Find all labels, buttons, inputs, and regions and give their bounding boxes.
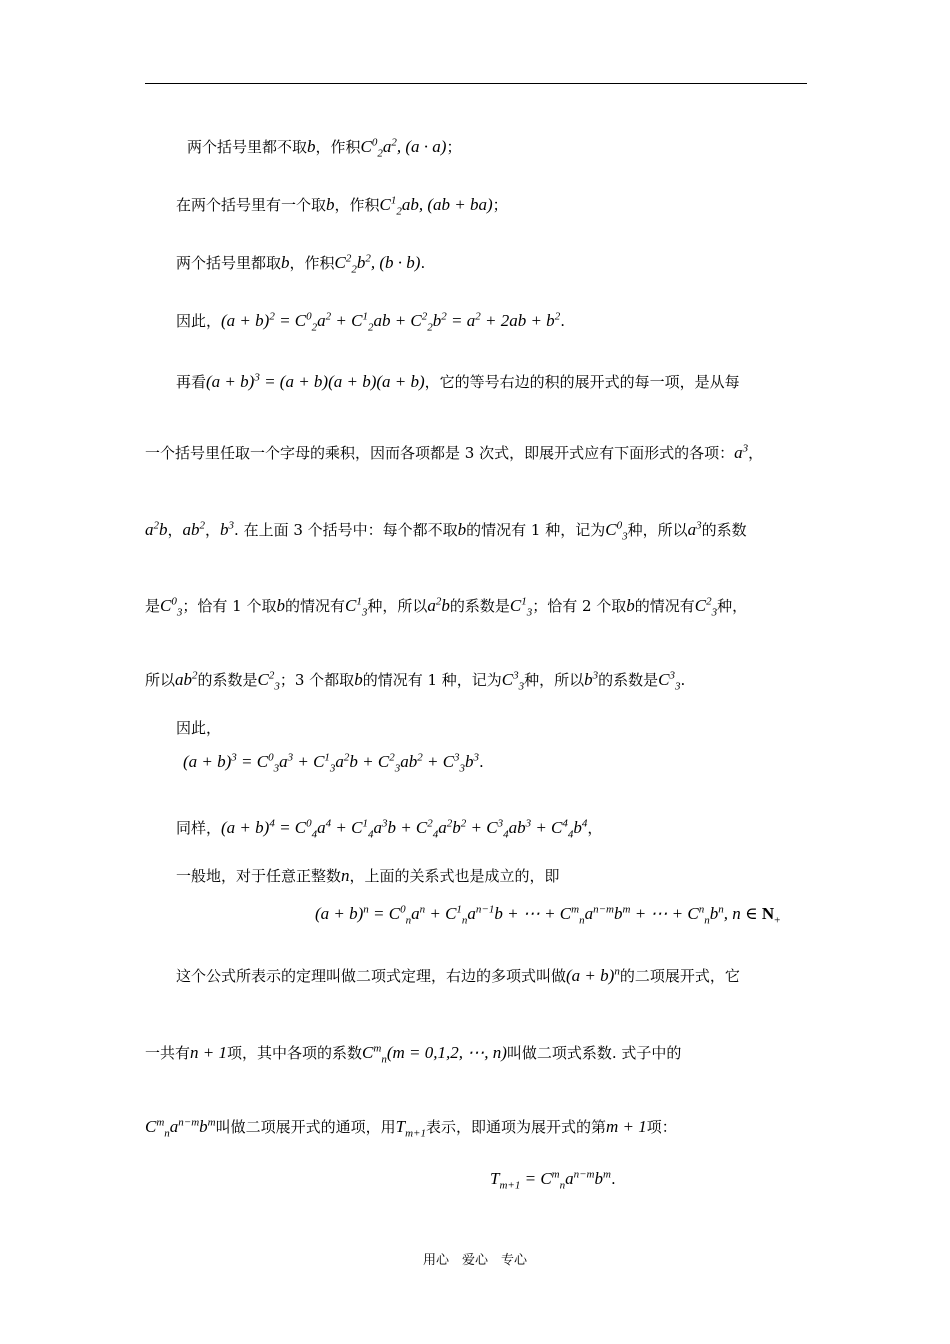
formula: n + 1 [190,1043,227,1062]
para-line-8: 是$C^0_3$；恰有 1 个取b的情况有$C^1_3$种，所以$a^2b$的系数是$C^1_3$；恰有 2 个取b的情况有$C^2_3$种， [145,595,748,619]
formula: $C^0_3$ [605,519,628,543]
formula: $C^0_3$ [160,595,183,619]
binomial-theorem-formula [315,903,781,927]
formula: b [354,670,363,689]
formula: $(a + b)^3 = C^0_3a^3 + C^1_3a^2b + C^2_3ab^2 + C^3_3b^3$ [183,751,480,775]
formula: $(a + b)^n$ [566,965,620,985]
formula: b [307,137,316,156]
para-line-15: $C^m_na^{n-m}b^m$叫做二项展开式的通项，用$T_{m+1}$表示，即通项为展开式的第m + 1项： [145,1116,677,1140]
para-line-7: $a^2b$，$ab^2$，$b^3$. 在上面 3 个括号中：每个都不取b的情况有 1 种，记为$C^0_3$种，所以$a^3$的系数 [145,519,747,543]
formula: $a^2b$ [145,519,168,539]
formula: $C^1_3$ [344,595,368,619]
formula: $C^2_3$ [694,595,718,619]
para-line-14: 一共有n + 1项，其中各项的系数$C^m_n(m = 0,1,2$, ⋯, n)叫做二项式系数. 式子中的 [145,1042,682,1066]
formula: $(a + b)^3 = (a + b)(a + b)(a + b)$ [206,371,425,391]
formula: $a^2b$ [427,595,450,615]
formula: $(a + b)^2 = C^0_2a^2 + C^1_2ab + C^2_2b^2 = a^2 + 2ab + b^2$ [221,310,561,334]
formula: $C^m_na^{n-m}b^m$ [145,1116,216,1140]
para-line-10: 因此， [176,719,222,737]
formula: b [326,195,335,214]
formula: m + 1 [606,1117,647,1136]
para-line-5: 再看$(a + b)^3 = (a + b)(a + b)(a + b)$，它的等号右边的积的展开式的每一项，是从每 [176,371,740,391]
formula: $C^2_3$ [257,669,280,693]
formula: $T_{m+1} = C^m_na^{n-m}b^m$ [490,1168,611,1192]
para-line-9: 所以$ab^2$的系数是$C^2_3$；3 个都取b的情况有 1 种，记为$C^3_3$种，所以$b^3$的系数是$C^3_3$. [145,669,686,693]
formula: $C^3_3$ [501,669,525,693]
formula: $(a + b)^4 = C^0_4a^4 + C^1_4a^3b + C^2_4a^2b^2 + C^3_4ab^3 + C^4_4b^4$ [221,817,588,841]
formula-line-cube: $(a + b)^3 = C^0_3a^3 + C^1_3a^2b + C^2_3ab^2 + C^3_3b^3$. [183,751,484,775]
para-line-1: 两个括号里都不取b，作积$C^0_2a^2$, (a · a)； [187,136,462,160]
formula: $C^m_n(m = 0,1,2$, ⋯, n) [362,1042,507,1066]
para-line-11: 同样，$(a + b)^4 = C^0_4a^4 + C^1_4a^3b + C^2_4a^2b^2 + C^3_4ab^3 + C^4_4b^4$， [176,817,603,841]
formula: $T_{m+1}$ [395,1117,426,1140]
formula: $ab^2$ [175,669,198,689]
para-line-3: 两个括号里都取b，作积$C^2_2b^2$, (b · b). [176,252,426,276]
formula: n [341,866,350,885]
para-line-12: 一般地，对于任意正整数n，上面的关系式也是成立的，即 [176,866,560,885]
formula: b [276,596,285,615]
formula: $a^3$ [687,519,702,539]
para-line-2: 在两个括号里有一个取b，作积$C^1_2ab$, (ab + ba)； [176,194,508,218]
formula: $b^3$ [584,669,599,689]
formula: $b^3$ [220,519,235,539]
para-line-6: 一个括号里任取一个字母的乘积，因而各项都是 3 次式，即展开式应有下面形式的各项：$a^3$， [145,442,764,462]
page-footer: 用心 爱心 专心 [422,1253,527,1268]
formula: $C^1_3$ [509,595,533,619]
formula: b [626,596,635,615]
formula: $C^2_2b^2$, (b · b) [334,252,421,276]
formula: $C^3_3$ [658,669,681,693]
para-line-13: 这个公式所表示的定理叫做二项式定理，右边的多项式叫做$(a + b)^n$的二项展开式，它 [176,965,740,985]
formula: b [281,253,290,272]
formula: b [457,520,467,539]
general-term-formula: $T_{m+1} = C^m_na^{n-m}b^m$. [490,1168,616,1192]
header-rule [145,83,807,84]
formula: $C^1_2ab$, (ab + ba) [379,194,493,218]
para-line-4: 因此，$(a + b)^2 = C^0_2a^2 + C^1_2ab + C^2_2b^2 = a^2 + 2ab + b^2$. [176,310,565,334]
formula: $ab^2$ [182,519,206,539]
formula: $C^0_2a^2$, (a · a) [360,136,447,160]
formula: $(a + b)^n = C^0_na^n + C^1_na^{n-1}b$ + ⋯ + $C^m_na^{n-m}b^m$ + ⋯ + $C^n_nb^n$, n ∈ $N_+$ [315,903,781,927]
formula: $a^3$ [734,442,749,462]
